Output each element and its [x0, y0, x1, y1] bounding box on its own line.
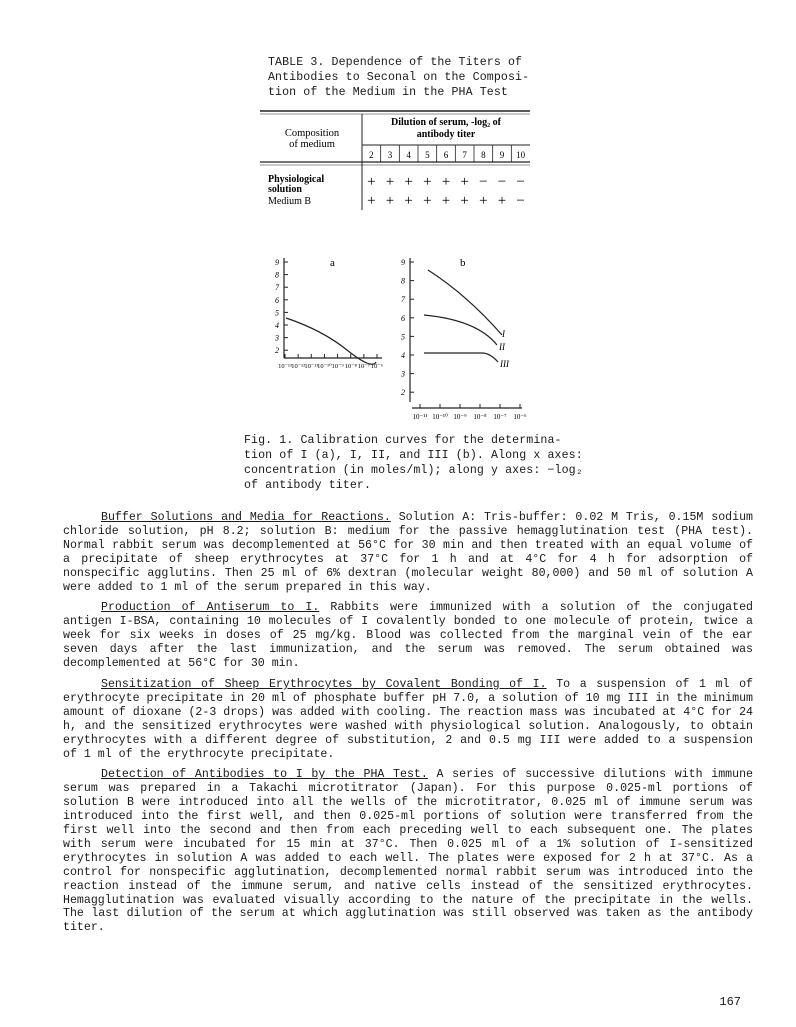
panel-a-x-tick: 10⁻⁶ [370, 363, 384, 370]
group-header-dilution: Dilution of serum, -log₂ of [391, 117, 501, 128]
paragraph-heading: Sensitization of Sheep Erythrocytes by Covalent Bonding of I. [101, 677, 547, 691]
calibration-curves-drawing [252, 250, 542, 425]
panel-b-y-tick: 6 [401, 313, 405, 323]
paragraph-text: To a suspension of 1 ml of erythrocyte precipitate in 20 ml of phosphate buffer pH 7.0, a solution of 10 mg III in the minimum amount of dioxane (2-3 drops) was added with cooling. The reaction mass was incubated at 4°C for 24 h, and the sensitized erythrocytes were washed with physiological solution. Analogously, to obtain erythrocytes with a different degree of substitution, 2 and 0.5 mg III were added to a suspension of 1 ml of the erythrocyte precipitate. [63, 677, 753, 761]
dilution-header: 7 [462, 150, 467, 160]
titer-table-drawing [258, 108, 538, 218]
curve-III [424, 353, 498, 362]
paragraph-text: Rabbits were immunized with a solution of the conjugated antigen I-BSA, containing 10 molecules of I covalently bonded to one molecule of protein, twice a week for six weeks in doses of 25 mg/kg. Blood was collected from the marginal vein of the ear seven days after the last immunization, and the serum was removed. The serum obtained was decomplemented at 56°C for 30 min. [63, 601, 753, 671]
row-label-physiological: Physiological [268, 174, 325, 185]
panel-a-y-tick: 2 [275, 346, 279, 356]
figure-caption-line: concentration (in moles/ml); along y axes: −log₂ [244, 464, 583, 477]
panel-b-y-tick: 3 [401, 369, 405, 379]
table-cell: + [441, 174, 451, 190]
panel-a-y-tick: 4 [275, 321, 279, 330]
figure-caption-line: Fig. 1. Calibration curves for the determina- [244, 434, 562, 447]
figure-caption [244, 433, 624, 493]
paragraph-heading: Buffer Solutions and Media for Reactions. [101, 511, 391, 524]
dilution-header: 8 [481, 150, 486, 160]
panel-a-y-tick: 5 [275, 308, 279, 318]
panel-a-x-tick: 10⁻¹³ [278, 363, 292, 370]
table-title-line: TABLE 3. Dependence of the Titers of [268, 56, 523, 69]
dilution-header: 5 [425, 150, 430, 160]
titer-table [258, 108, 538, 218]
paragraph-detection [63, 768, 753, 935]
body-text [63, 511, 753, 942]
table-cell: + [367, 193, 376, 209]
panel-a-x-tick: 10⁻¹¹ [304, 363, 319, 370]
table-cell: + [423, 193, 432, 209]
dilution-header: 3 [387, 150, 393, 160]
panel-b-x-tick: 10⁻⁸ [473, 413, 487, 421]
table-cell: + [460, 174, 469, 190]
paragraph-text: A series of successive dilutions with immune serum was prepared in a Takachi microtitrator (Japan). For this purpose 0.025-ml portions of solution B were introduced into all the wells of the microtitrator, 0.025 ml of immune serum was introduced into the first well, and then 0.025-ml portions of solution were transferred from the first well into the second and then from each preceding well to each subsequent one. The plates with serum were incubated for 15 min at 37°C. Then 0.025 ml of a 1% solution of I-sensitized erythrocytes in solution A was added to each well. The plates were exposed for 2 h at 37°C. As a control for nonspecific agglutination, decomplemented normal rabbit serum was introduced into the reaction instead of the immune serum, and native cells instead of the sensitized erythrocytes. Hemagglutination was evaluated visually according to the nature of the precipitate in the wells. The last dilution of the serum at which agglutination was still observed was taken as the antibody titer. [63, 768, 753, 935]
table-cell: + [441, 193, 451, 209]
dilution-header: 2 [369, 150, 374, 160]
table-title-line: Antibodies to Seconal on the Composi- [268, 71, 530, 84]
table-cell: − [479, 174, 488, 190]
panel-a-y-tick: 9 [275, 258, 279, 267]
figure-caption-line: tion of I (a), I, II, and III (b). Along x axes: [244, 449, 583, 462]
panel-b-x-tick: 10⁻⁹ [453, 413, 467, 421]
panel-b-x-tick: 10⁻¹¹ [412, 413, 428, 421]
panel-a-x-tick: 10⁻¹² [291, 363, 306, 370]
table-cell: + [497, 193, 507, 209]
panel-a-x-tick: 10⁻¹⁰ [317, 363, 332, 370]
figure-caption-line: of antibody titer. [244, 479, 372, 492]
curve-II [424, 315, 497, 345]
panel-b-x-tick: 10⁻⁷ [493, 413, 507, 421]
curve-I-label: I [502, 329, 505, 339]
paragraph-buffer-solutions [63, 511, 753, 594]
row-label-medium-b: Medium B [268, 196, 312, 207]
paragraph-heading: Production of Antiserum to I. [101, 601, 320, 615]
column-header-composition: Composition [284, 128, 340, 139]
table-title [268, 55, 558, 100]
panel-b-x-tick: 10⁻¹⁰ [432, 413, 448, 421]
table-cell: + [385, 174, 395, 190]
panel-a-x-tick: 10⁻⁹ [331, 363, 344, 370]
curve-III-label: III [500, 359, 509, 369]
panel-a-y-tick: 7 [275, 283, 279, 293]
panel-a-curve [286, 318, 376, 364]
curve-II-label: II [499, 342, 505, 352]
dilution-header: 6 [443, 150, 449, 160]
dilution-header: 10 [516, 150, 526, 160]
table-title-line: tion of the Medium in the PHA Test [268, 86, 508, 99]
dilution-header: 4 [406, 150, 411, 160]
curve-I [428, 270, 502, 335]
table-cell: + [404, 174, 413, 190]
table-cell: + [385, 193, 395, 209]
row-label-solution: solution [268, 184, 302, 195]
paragraph-heading: Detection of Antibodies to I by the PHA Test. [101, 768, 428, 782]
table-cell: + [460, 193, 469, 209]
panel-b-y-tick: 7 [401, 295, 405, 305]
page-number: 167 [719, 995, 741, 1009]
panel-b-y-tick: 5 [401, 332, 405, 342]
panel-b-y-tick: 8 [401, 276, 405, 286]
paragraph-text: Solution A: Tris-buffer: 0.02 M Tris, 0.15M sodium chloride solution, pH 8.2; solution B: medium for the passive hemagglutination test (PHA test). Normal rabbit serum was decomplemented at 56°C for 30 min and then treated with an equal volume of a precipitate of sheep erythrocytes at 37°C for 1 h and at 4°C for 4 h for adsorption of nonspecific agglutins. Then 25 ml of 6% dextran (molecular weight 80,000) and 50 ml of solution A were added to 1 ml of the serum prepared in this way. [63, 511, 753, 594]
panel-b-y-tick: 4 [401, 351, 405, 360]
table-cell: + [479, 193, 488, 209]
dilution-header: 9 [499, 150, 505, 160]
panel-b-label: b [460, 257, 466, 269]
panel-a-label: a [330, 257, 335, 269]
panel-b-x-tick: 10⁻⁶ [513, 413, 527, 421]
table-cell: + [367, 174, 376, 190]
table-cell: − [516, 193, 525, 209]
table-cell: + [423, 174, 432, 190]
panel-a-x-tick: 10⁻⁷ [357, 363, 370, 370]
calibration-figure [252, 250, 542, 425]
panel-a-y-tick: 3 [275, 333, 279, 343]
column-header-medium: of medium [289, 139, 335, 150]
table-cell: − [497, 174, 507, 190]
table-cell: + [404, 193, 413, 209]
panel-b-y-tick: 9 [401, 258, 405, 267]
panel-a-x-tick: 10⁻⁸ [344, 363, 357, 370]
table-cell: − [516, 174, 525, 190]
panel-a-y-tick: 8 [275, 270, 279, 280]
paragraph-antiserum [63, 601, 753, 671]
paragraph-sensitization [63, 678, 753, 761]
panel-b-y-tick: 2 [401, 388, 405, 398]
panel-a-y-tick: 6 [275, 295, 279, 305]
group-header-antibody-titer: antibody titer [416, 129, 476, 140]
